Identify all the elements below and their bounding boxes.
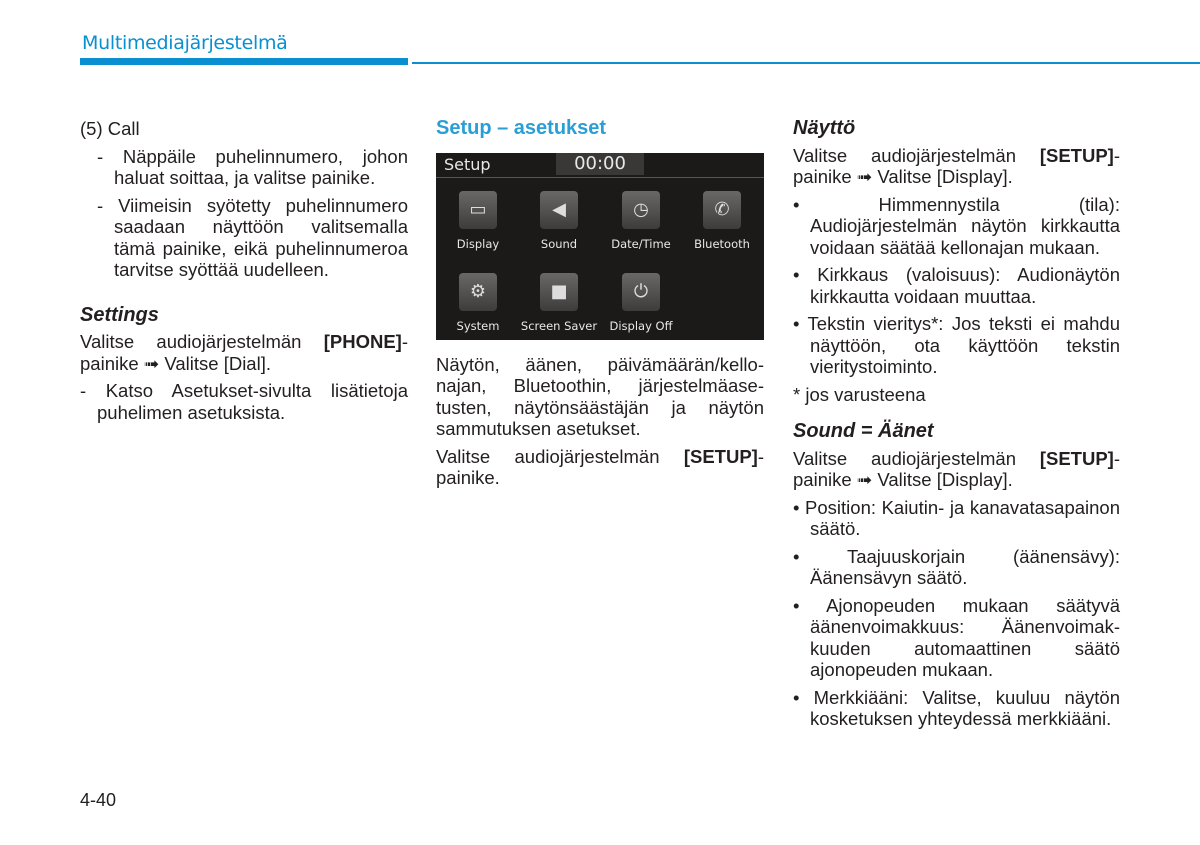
tile-label: Sound — [540, 236, 578, 251]
display-icon: ▭ — [459, 191, 497, 229]
gear-icon: ⚙ — [459, 273, 497, 311]
bluetooth-phone-icon: ✆ — [703, 191, 741, 229]
call-bullet: - Näppäile puhelinnumero, johon haluat soittaa, ja valitse painike. — [97, 145, 408, 188]
setup-tile-sound — [518, 191, 600, 256]
sound-bullet: • Ajonopeuden mukaan säätyvä äänenvoimakkuus: Äänenvoimakkuuden automaattinen säätö ajonopeuden mukaan. — [793, 594, 1120, 680]
setup-instruction: Valitse audiojärjestelmän [SETUP]-painike. — [436, 445, 764, 488]
screen-topbar — [436, 153, 764, 178]
setup-tile-datetime — [600, 191, 682, 256]
screen-saver-icon: ■ — [540, 273, 578, 311]
display-heading: Näyttö — [793, 117, 856, 139]
sound-bullet: • Position: Kaiutin- ja kanavatasapainon säätö. — [793, 496, 1120, 539]
setup-tile-bluetooth — [681, 191, 763, 256]
setup-description: Näytön, äänen, päivämäärän/kellonajan, Bluetoothin, järjestelmäasetusten, näytönsäästäjän ja näytön sammutuksen asetukset. — [436, 353, 764, 439]
settings-bullet: - Katso Asetukset-sivulta lisätietoja puhelimen asetuksista. — [80, 380, 408, 423]
sound-bullet: • Merkkiääni: Valitse, kuuluu näytön kosketuksen yhteydessä merkkiääni. — [793, 686, 1120, 729]
sound-bullet: • Taajuuskorjain (äänensävy): Äänensävyn säätö. — [793, 545, 1120, 588]
column-left — [80, 118, 408, 429]
tile-label: Bluetooth — [694, 236, 750, 251]
setup-screen-image — [436, 153, 764, 340]
page-number: 4-40 — [80, 790, 117, 810]
tile-label: System — [456, 318, 500, 333]
column-right — [793, 118, 1120, 736]
speaker-icon: ◀ — [540, 191, 578, 229]
display-bullet: • Tekstin vieritys*: Jos teksti ei mahdu näyttöön, ota käyttöön tekstin vieritystoiminto. — [793, 313, 1120, 377]
clock-icon: ◷ — [622, 191, 660, 229]
tile-label: Date/Time — [611, 236, 671, 251]
sound-instruction: Valitse audiojärjestelmän [SETUP]-painike ➟ Valitse [Display]. — [793, 447, 1120, 490]
display-off-icon: ⏻ — [622, 273, 660, 311]
setup-tile-screensaver — [518, 273, 600, 338]
settings-instruction: Valitse audiojärjestelmän [PHONE]-painike ➟ Valitse [Dial]. — [80, 331, 408, 374]
setup-tile-system — [437, 273, 519, 338]
display-bullet: • Himmennystila (tila): Audiojärjestelmän näytön kirkkautta voidaan säätää kellonajan mukaan. — [793, 193, 1120, 258]
screen-title: Setup — [444, 154, 491, 174]
header-rule — [412, 62, 1200, 64]
sound-heading: Sound = Äänet — [793, 420, 934, 442]
tile-label: Screen Saver — [520, 318, 598, 333]
display-instruction: Valitse audiojärjestelmän [SETUP]-painike ➟ Valitse [Display]. — [793, 144, 1120, 187]
footnote: * jos varusteena — [793, 383, 926, 405]
section-header: Multimediajärjestelmä — [82, 32, 288, 54]
setup-heading: Setup – asetukset — [436, 117, 607, 139]
setup-tile-displayoff — [600, 273, 682, 338]
column-middle — [436, 118, 764, 495]
setup-tile-display — [437, 191, 519, 256]
settings-heading: Settings — [80, 303, 159, 326]
tile-label: Display — [456, 236, 500, 251]
screen-clock: 00:00 — [556, 153, 644, 175]
header-bar — [80, 58, 408, 65]
call-bullet: - Viimeisin syötetty puhelinnumero saadaan näyttöön valitsemalla tämä painike, eikä puhelinnumeroa tarvitse syöttää uudelleen. — [97, 194, 408, 280]
call-heading: (5) Call — [80, 118, 140, 139]
display-bullet: • Kirkkaus (valoisuus): Audionäytön kirkkautta voidaan muuttaa. — [793, 264, 1120, 307]
tile-label: Display Off — [609, 318, 673, 333]
